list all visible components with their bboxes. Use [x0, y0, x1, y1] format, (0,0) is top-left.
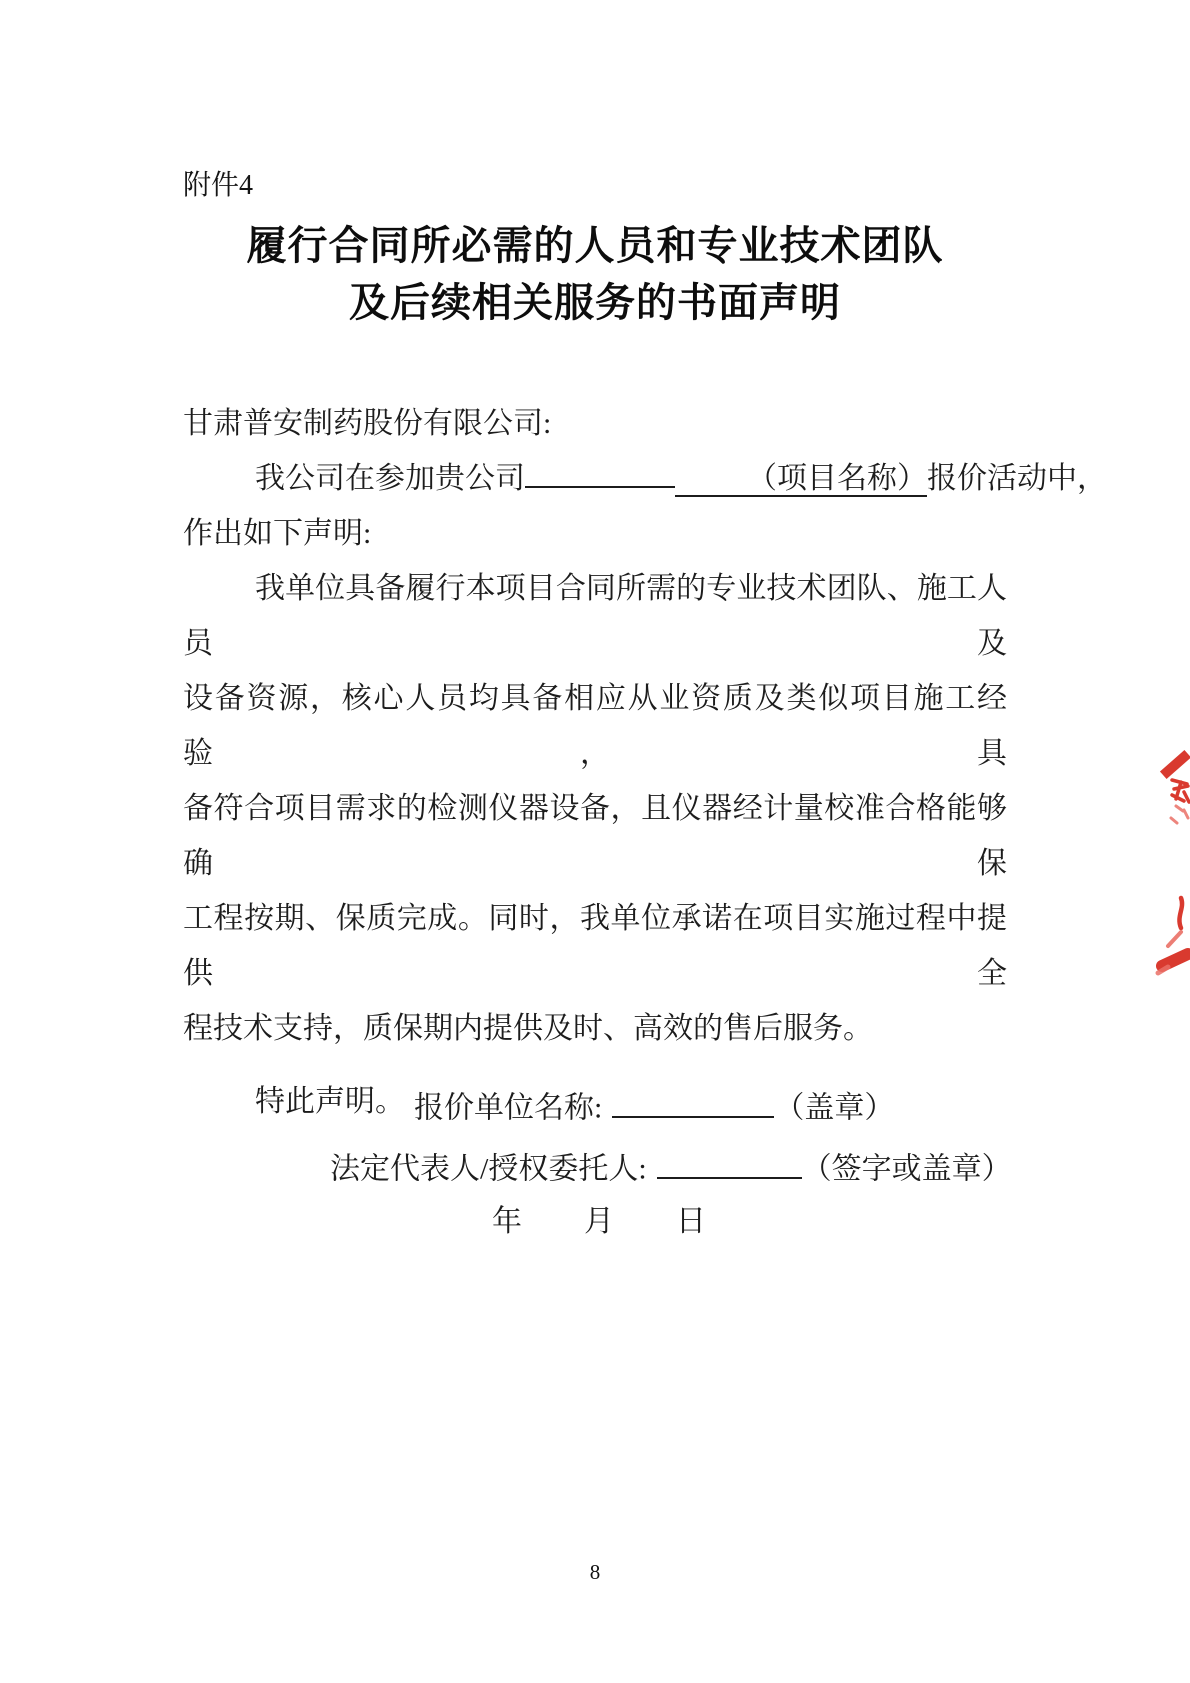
signature-org-line — [414, 1087, 894, 1129]
body-line: 备符合项目需求的检测仪器设备，且仪器经计量校准合格能够确保 — [183, 792, 1007, 880]
org-name-label: 报价单位名称: — [414, 1091, 603, 1125]
stamp-stroke — [1172, 780, 1189, 802]
stamp-stroke — [1158, 967, 1168, 973]
salutation-line: 甘肃普安制药股份有限公司: — [183, 407, 552, 440]
declaration-intro-line: 作出如下声明: — [183, 517, 372, 550]
stamp-stroke — [1171, 806, 1188, 823]
body-line: 工程按期、保质完成。同时，我单位承诺在项目实施过程中提供全 — [183, 902, 1007, 990]
org-name-blank-field — [612, 1087, 774, 1118]
date-year-label: 年 — [492, 1205, 522, 1238]
body-line: 我单位具备履行本项目合同所需的专业技术团队、施工人员及 — [183, 572, 1007, 660]
date-month-label: 月 — [584, 1205, 614, 1238]
paragraph-prefix: 我公司在参加贵公司 — [255, 462, 525, 495]
title-line-1: 履行合同所必需的人员和专业技术团队 — [246, 223, 944, 269]
signature-rep-line — [330, 1148, 1012, 1190]
red-stamp-fragment — [1150, 740, 1190, 840]
page-number: 8 — [589, 1560, 601, 1584]
org-stamp-note: （盖章） — [774, 1091, 895, 1125]
stamp-stroke — [1162, 954, 1188, 966]
body-line: 设备资源，核心人员均具备相应从业资质及类似项目施工经验，具 — [183, 682, 1007, 770]
stamp-stroke — [1179, 898, 1182, 928]
closing-line: 特此声明。 — [255, 1085, 405, 1118]
paragraph-suffix: 报价活动中， — [927, 462, 1107, 495]
attachment-label: 附件4 — [183, 170, 254, 201]
project-name-caption: （项目名称） — [675, 462, 927, 497]
title-line-2: 及后续相关服务的书面声明 — [349, 280, 841, 326]
stamp-stroke — [1168, 932, 1181, 946]
signature-date-line — [492, 1202, 706, 1242]
legal-rep-blank-field — [657, 1148, 802, 1179]
rep-stamp-note: （签字或盖章） — [801, 1152, 1012, 1186]
body-line: 程技术支持，质保期内提供及时、高效的售后服务。 — [183, 1012, 873, 1045]
legal-rep-label: 法定代表人/授权委托人: — [330, 1152, 647, 1186]
paragraph-project-line — [183, 451, 1107, 506]
red-stamp-fragment — [1148, 886, 1190, 982]
stamp-stroke — [1167, 757, 1184, 772]
project-name-blank-field — [525, 458, 675, 489]
document-title — [0, 218, 1190, 332]
document-body — [183, 396, 1107, 1129]
date-day-label: 日 — [676, 1205, 706, 1238]
